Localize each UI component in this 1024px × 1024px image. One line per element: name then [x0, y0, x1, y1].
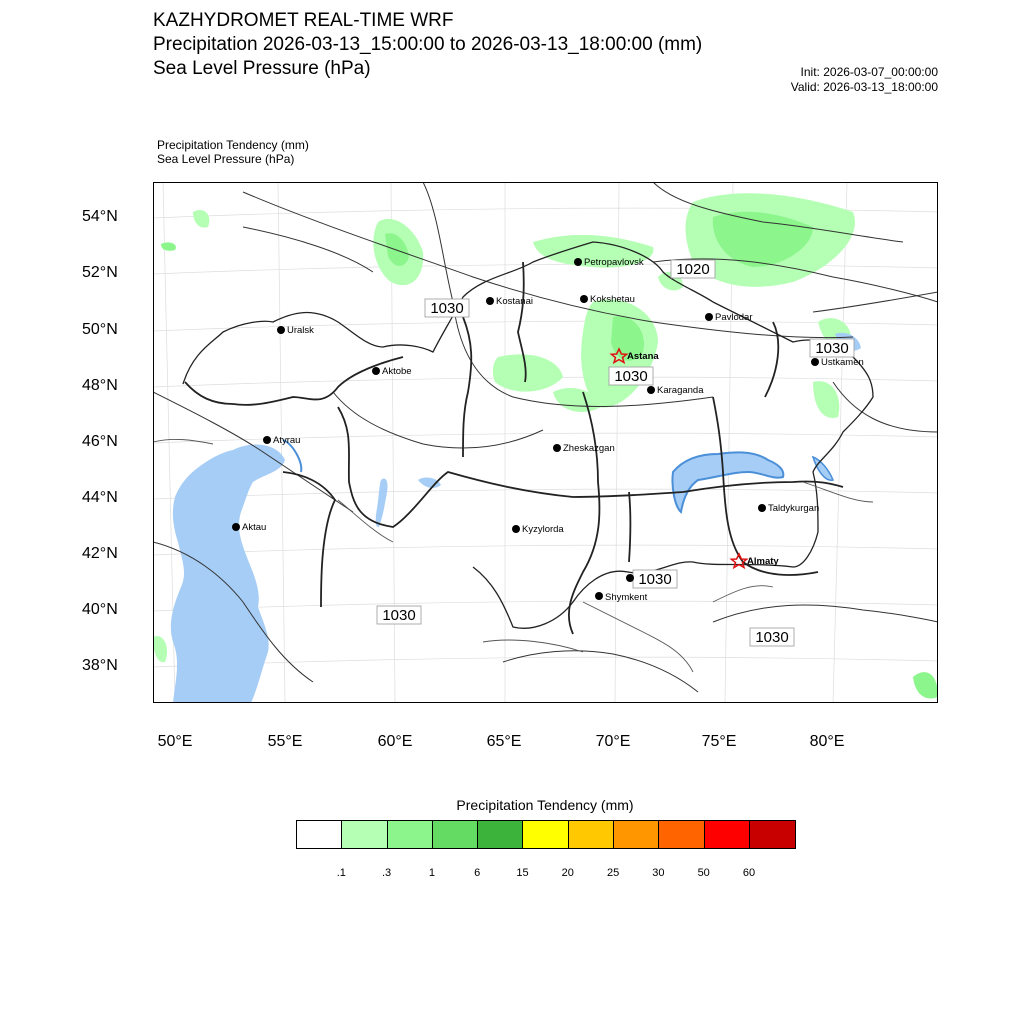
colorbar-tick-label: 50	[697, 867, 710, 879]
colorbar-tick-label: 25	[606, 867, 620, 879]
svg-text:Shymkent: Shymkent	[605, 592, 648, 603]
colorbar-swatch	[433, 821, 478, 848]
colorbar-swatch	[659, 821, 704, 848]
svg-text:Karaganda: Karaganda	[657, 385, 704, 396]
city-marker-tashkent	[626, 574, 634, 582]
svg-text:Uralsk: Uralsk	[287, 325, 314, 336]
svg-text:Taldykurgan: Taldykurgan	[768, 503, 820, 514]
lon-label: 65°E	[486, 733, 522, 750]
colorbar	[296, 820, 796, 849]
colorbar-swatch	[523, 821, 568, 848]
svg-text:Almaty: Almaty	[747, 556, 779, 567]
colorbar-tick-label: 1	[428, 867, 435, 879]
lon-label: 75°E	[701, 733, 737, 750]
colorbar-swatch	[388, 821, 433, 848]
svg-text:Pavlodar: Pavlodar	[715, 312, 753, 323]
svg-text:Astana: Astana	[627, 351, 659, 362]
isobar-label: 1030	[815, 340, 849, 357]
lat-label: 38°N	[82, 657, 118, 674]
colorbar-swatch	[750, 821, 795, 848]
lat-label: 54°N	[82, 208, 118, 225]
colorbar-title: Precipitation Tendency (mm)	[456, 797, 634, 813]
isobar-label: 1020	[676, 261, 710, 278]
colorbar-swatch	[342, 821, 387, 848]
colorbar-tick-label: .1	[336, 867, 346, 879]
colorbar-swatch	[569, 821, 614, 848]
valid-time: Valid: 2026-03-13_18:00:00	[790, 80, 938, 94]
city-zheskazgan[interactable]	[553, 443, 615, 454]
isobar-label: 1030	[755, 629, 789, 646]
isobar-label: 1030	[382, 607, 416, 624]
precip-subtitle: Precipitation 2026-03-13_15:00:00 to 2026-03-13_18:00:00 (mm)	[153, 34, 703, 55]
lon-label: 60°E	[377, 733, 413, 750]
slp-subtitle: Sea Level Pressure (hPa)	[153, 58, 371, 79]
colorbar-swatch	[478, 821, 523, 848]
field-label-precip: Precipitation Tendency (mm)	[157, 138, 309, 152]
colorbar-tick-label: 20	[561, 867, 574, 879]
lon-label: 55°E	[267, 733, 303, 750]
lat-label: 48°N	[82, 377, 118, 394]
colorbar-swatch	[614, 821, 659, 848]
colorbar-swatch	[705, 821, 750, 848]
colorbar-tick-label: 6	[474, 867, 481, 879]
field-label-slp: Sea Level Pressure (hPa)	[157, 152, 295, 166]
colorbar-tick-label: 15	[516, 867, 529, 879]
colorbar-swatch	[297, 821, 342, 848]
svg-text:Zheskazgan: Zheskazgan	[563, 443, 615, 454]
svg-text:Aktobe: Aktobe	[382, 366, 412, 377]
lat-label: 46°N	[82, 433, 118, 450]
svg-text:Ustkamen: Ustkamen	[821, 357, 864, 368]
lon-label: 50°E	[157, 733, 193, 750]
lat-label: 40°N	[82, 601, 118, 618]
lat-label: 44°N	[82, 489, 118, 506]
svg-text:Petropavlovsk: Petropavlovsk	[584, 257, 644, 268]
lat-label: 42°N	[82, 545, 118, 562]
svg-text:Kokshetau: Kokshetau	[590, 294, 635, 305]
lon-label: 80°E	[809, 733, 845, 750]
lat-label: 50°N	[82, 321, 118, 338]
isobar-label: 1030	[430, 300, 464, 317]
isobar-label: 1030	[614, 368, 648, 385]
svg-text:Kostanai: Kostanai	[496, 296, 533, 307]
city-petropavlovsk[interactable]	[574, 257, 644, 268]
svg-text:Atyrau: Atyrau	[273, 435, 301, 446]
city-taldykurgan[interactable]	[758, 503, 819, 514]
isobar-label: 1030	[638, 571, 672, 588]
svg-text:Aktau: Aktau	[242, 522, 267, 533]
colorbar-tick-label: 60	[742, 867, 756, 879]
svg-text:Kyzylorda: Kyzylorda	[522, 524, 564, 535]
map-title: KAZHYDROMET REAL-TIME WRF	[153, 10, 454, 31]
map-canvas[interactable]	[153, 182, 938, 703]
lat-label: 52°N	[82, 264, 118, 281]
colorbar-tick-label: 30	[652, 867, 665, 879]
colorbar-tick-label: .3	[382, 867, 392, 879]
lon-label: 70°E	[595, 733, 631, 750]
init-time: Init: 2026-03-07_00:00:00	[800, 65, 938, 79]
